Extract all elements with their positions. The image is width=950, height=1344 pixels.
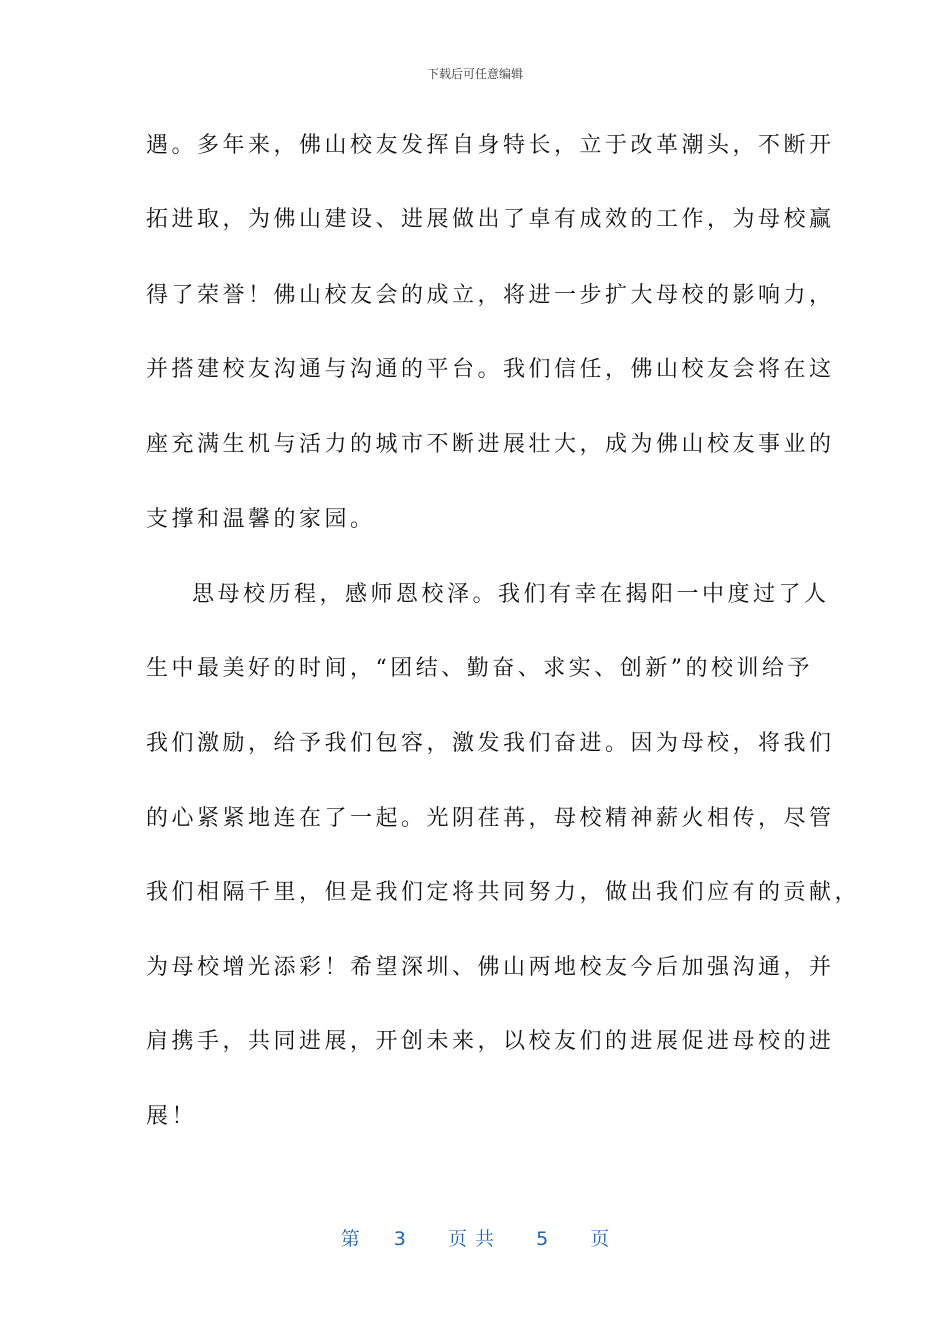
footer-total-pages: 5 <box>536 1228 549 1250</box>
paragraph-1-line-4: 并搭建校友沟通与沟通的平台。我们信任，佛山校友会将在这 <box>146 357 835 382</box>
paragraph-1-line-2: 拓进取，为佛山建设、进展做出了卓有成效的工作，为母校赢 <box>146 207 835 232</box>
paragraph-1-line-5: 座充满生机与活力的城市不断进展壮大，成为佛山校友事业的 <box>146 432 835 457</box>
page-header <box>0 66 950 82</box>
footer-page-number: 3 <box>393 1228 406 1250</box>
paragraph-2-line-2: 生中最美好的时间，“团结、勤奋、求实、创新”的校训给予 <box>146 656 813 681</box>
paragraph-2-line-8: 展！ <box>146 1104 198 1129</box>
paragraph-2-line-1: 思母校历程，感师恩校泽。我们有幸在揭阳一中度过了人 <box>192 582 830 607</box>
footer-prefix: 第 <box>340 1228 360 1250</box>
header-text: 下载后可任意编辑 <box>426 67 523 81</box>
paragraph-2-line-6: 为母校增光添彩！希望深圳、佛山两地校友今后加强沟通，并 <box>146 955 835 980</box>
paragraph-2-line-3: 我们激励，给予我们包容，激发我们奋进。因为母校，将我们 <box>146 731 835 756</box>
paragraph-1-line-6: 支撑和温馨的家园。 <box>146 507 376 532</box>
paragraph-2-line-5: 我们相隔千里，但是我们定将共同努力，做出我们应有的贡献， <box>146 880 861 905</box>
footer-suffix: 页 <box>590 1228 610 1250</box>
paragraph-1-line-3: 得了荣誉！佛山校友会的成立，将进一步扩大母校的影响力， <box>146 283 835 308</box>
page-footer <box>0 1226 950 1252</box>
footer-middle: 页共 <box>447 1228 502 1250</box>
paragraph-2-line-4: 的心紧紧地连在了一起。光阴荏苒，母校精神薪火相传，尽管 <box>146 806 835 831</box>
paragraph-1-line-1: 遇。多年来，佛山校友发挥自身特长，立于改革潮头，不断开 <box>146 133 835 158</box>
paragraph-2-line-7: 肩携手，共同进展，开创未来，以校友们的进展促进母校的进 <box>146 1029 835 1054</box>
